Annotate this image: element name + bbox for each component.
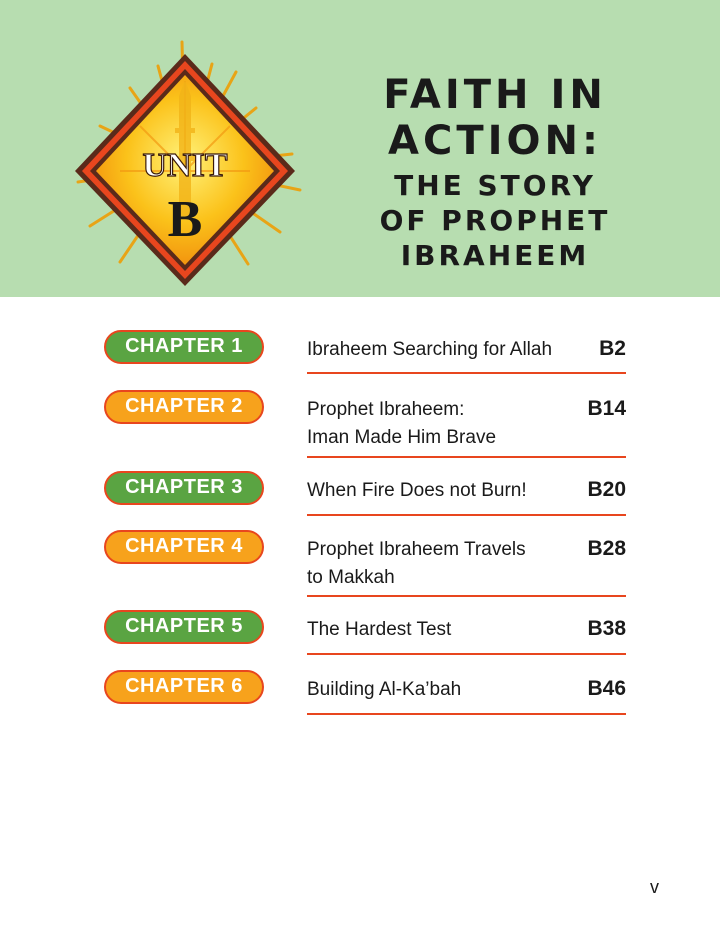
unit-header: [0, 0, 720, 297]
subtitle-line-2: OF PROPHET: [379, 204, 611, 237]
divider: [307, 653, 626, 655]
title-line-2: ACTION:: [388, 118, 602, 164]
unit-emblem: [60, 36, 310, 296]
chapter-badge: CHAPTER 5: [104, 610, 264, 644]
chapter-page: B2: [599, 337, 626, 360]
chapter-page: B20: [587, 478, 626, 501]
chapter-badge: CHAPTER 3: [104, 471, 264, 505]
page-number: v: [650, 877, 659, 897]
subtitle-line-1: THE STORY: [394, 169, 596, 202]
chapter-title[interactable]: Building Al-Ka’bah: [307, 679, 462, 700]
chapter-title[interactable]: Prophet Ibraheem Travels to Makkah: [307, 539, 526, 588]
chapter-title[interactable]: Ibraheem Searching for Allah: [307, 339, 553, 360]
chapter-title[interactable]: Prophet Ibraheem: Iman Made Him Brave: [307, 399, 497, 448]
chapter-badge: CHAPTER 1: [104, 330, 264, 364]
chapter-title[interactable]: The Hardest Test: [307, 619, 452, 640]
chapter-badge: CHAPTER 2: [104, 390, 264, 424]
chapter-title[interactable]: When Fire Does not Burn!: [307, 480, 527, 501]
chapter-page: B46: [587, 677, 626, 700]
divider: [307, 595, 626, 597]
divider: [307, 514, 626, 516]
chapter-page: B38: [587, 617, 626, 640]
subtitle-line-3: IBRAHEEM: [400, 239, 590, 272]
unit-letter: B: [167, 191, 203, 248]
unit-label: UNIT: [142, 147, 228, 184]
chapter-page: B14: [587, 397, 626, 420]
chapter-badge: CHAPTER 6: [104, 670, 264, 704]
divider: [307, 456, 626, 458]
divider: [307, 713, 626, 715]
chapter-badge: CHAPTER 4: [104, 530, 264, 564]
title-line-1: FAITH IN: [383, 72, 607, 118]
chapter-page: B28: [587, 537, 626, 560]
divider: [307, 372, 626, 374]
unit-title: [330, 72, 660, 273]
